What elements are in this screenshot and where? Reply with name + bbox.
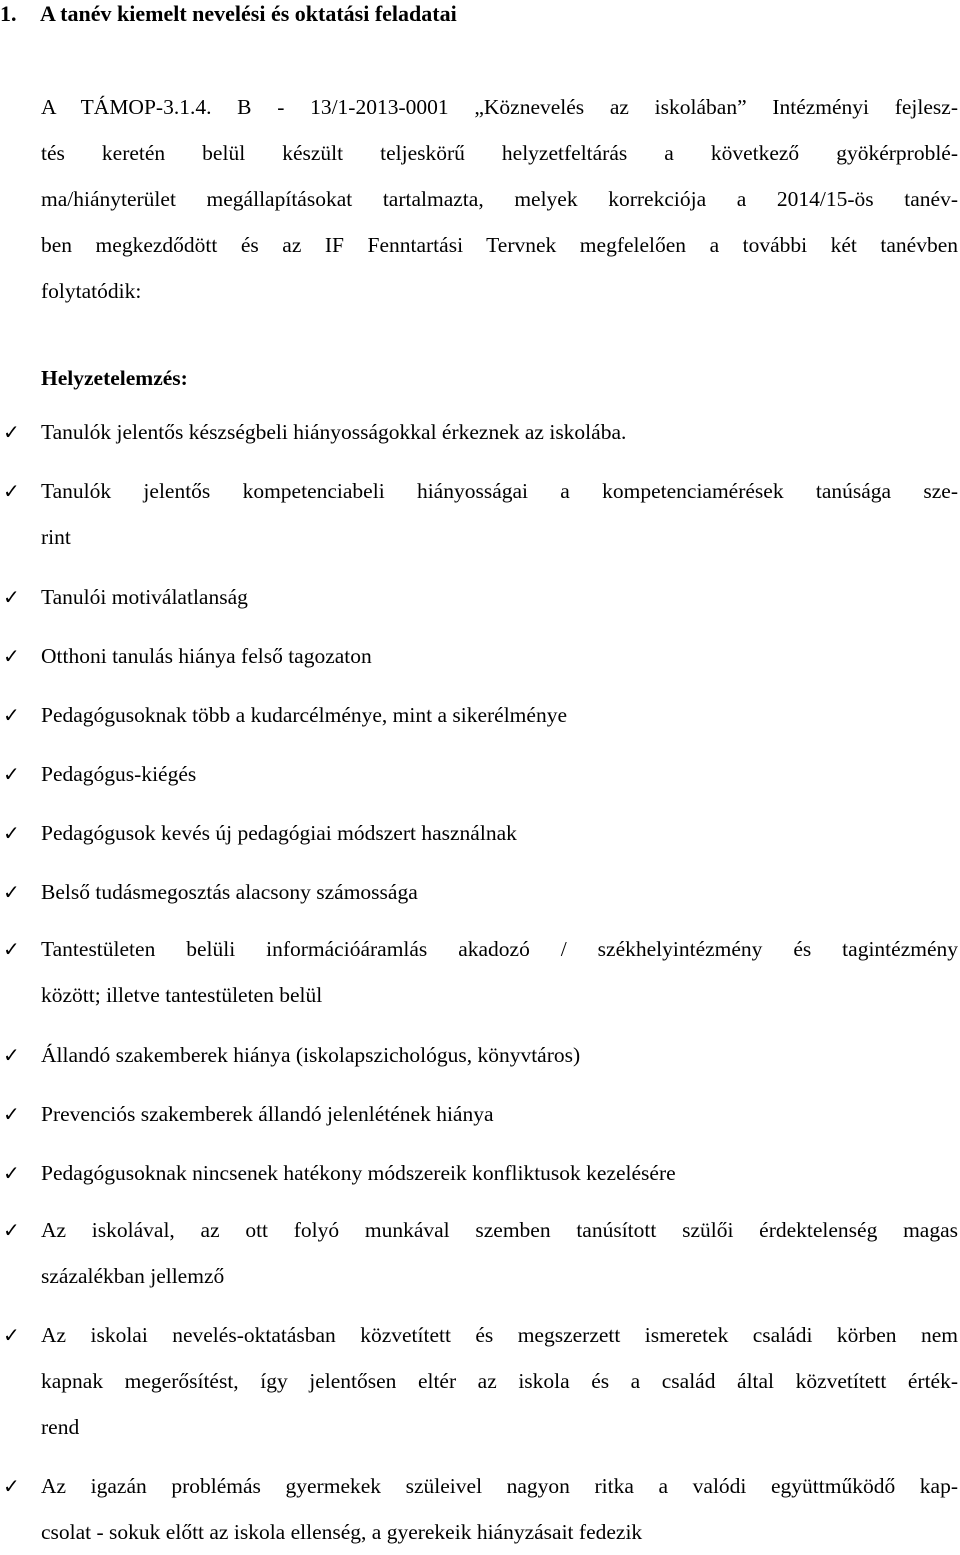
list-item-line: Tanulók jelentős készségbeli hiányosságokkal érkeznek az iskolába.	[41, 420, 627, 444]
list-item-text	[41, 1150, 958, 1196]
checkmark-icon: ✓	[3, 937, 20, 961]
checkmark-icon: ✓	[3, 762, 20, 786]
list-item-line: rend	[41, 1415, 80, 1439]
list-item-line: Az iskolai nevelés-oktatásban közvetített és megszerzett ismeretek családi körben nem	[41, 1323, 958, 1347]
list-item-text	[41, 468, 958, 560]
checkmark-icon: ✓	[3, 703, 20, 727]
list-item-line: Pedagógus-kiégés	[41, 762, 197, 786]
list-item-text	[41, 574, 958, 620]
list-item-line: százalékban jellemző	[41, 1264, 225, 1288]
situation-analysis-heading: Helyzetelemzés:	[41, 366, 188, 390]
intro-line: tés keretén belül készült teljeskörű helyzetfeltárás a következő gyökérproblé-	[41, 141, 958, 165]
list-item-line: kapnak megerősítést, így jelentősen eltér az iskola és a család által közvetített érték-	[41, 1369, 958, 1393]
list-item-text	[41, 1312, 958, 1450]
list-item-text	[41, 1032, 958, 1078]
list-item-line: Pedagógusoknak nincsenek hatékony módszereik konfliktusok kezelésére	[41, 1161, 676, 1185]
list-item-text	[41, 1091, 958, 1137]
list-item-line: Pedagógusok kevés új pedagógiai módszert használnak	[41, 821, 517, 845]
list-item-text	[41, 751, 958, 797]
checkmark-icon: ✓	[3, 644, 20, 668]
list-item-line: Az igazán problémás gyermekek szüleivel nagyon ritka a valódi együttműködő kap-	[41, 1474, 958, 1498]
list-item-text	[41, 692, 958, 738]
list-item-line: Az iskolával, az ott folyó munkával szemben tanúsított szülői érdektelenség magas	[41, 1218, 958, 1242]
checkmark-icon: ✓	[3, 1161, 20, 1185]
list-item-line: rint	[41, 525, 71, 549]
checkmark-icon: ✓	[3, 1043, 20, 1067]
checkmark-icon: ✓	[3, 420, 20, 444]
list-item-text	[41, 633, 958, 679]
section-heading	[0, 0, 457, 28]
list-item-text	[41, 810, 958, 856]
list-item-line: Prevenciós szakemberek állandó jelenlétének hiánya	[41, 1102, 494, 1126]
intro-line: A TÁMOP-3.1.4. B - 13/1-2013-0001 „Köznevelés az iskolában” Intézményi fejlesz-	[41, 95, 958, 119]
list-item-line: Tanulók jelentős kompetenciabeli hiányosságai a kompetenciamérések tanúsága sze-	[41, 479, 958, 503]
list-item-line: Otthoni tanulás hiánya felső tagozaton	[41, 644, 372, 668]
list-item-line: között; illetve tantestületen belül	[41, 983, 323, 1007]
intro-paragraph	[41, 84, 958, 314]
list-item-line: Pedagógusoknak több a kudarcélménye, mint a sikerélménye	[41, 703, 567, 727]
list-item-line: Tantestületen belüli információáramlás akadozó / székhelyintézmény és tagintézmény	[41, 937, 958, 961]
list-item-text	[41, 409, 958, 455]
list-item-text	[41, 926, 958, 1018]
intro-line: folytatódik:	[41, 279, 142, 303]
checkmark-icon: ✓	[3, 585, 20, 609]
list-item-line: Tanulói motiválatlanság	[41, 585, 248, 609]
section-number: 1.	[0, 1, 17, 26]
section-title: A tanév kiemelt nevelési és oktatási feladatai	[40, 1, 457, 26]
checkmark-icon: ✓	[3, 1474, 20, 1498]
list-item-text	[41, 1463, 958, 1555]
intro-line: ben megkezdődött és az IF Fenntartási Tervnek megfelelően a további két tanévben	[41, 233, 958, 257]
list-item-line: Belső tudásmegosztás alacsony számossága	[41, 880, 418, 904]
checkmark-icon: ✓	[3, 1102, 20, 1126]
list-item-text	[41, 869, 958, 915]
checkmark-icon: ✓	[3, 1218, 20, 1242]
checkmark-icon: ✓	[3, 1323, 20, 1347]
list-item-text	[41, 1207, 958, 1299]
checkmark-icon: ✓	[3, 821, 20, 845]
list-item-line: csolat - sokuk előtt az iskola ellenség, a gyerekeik hiányzásait fedezik	[41, 1520, 643, 1544]
list-item-line: Állandó szakemberek hiánya (iskolapszichológus, könyvtáros)	[41, 1043, 581, 1067]
checkmark-icon: ✓	[3, 479, 20, 503]
checkmark-icon: ✓	[3, 880, 20, 904]
intro-line: ma/hiányterület megállapításokat tartalmazta, melyek korrekciója a 2014/15-ös tanév-	[41, 187, 958, 211]
